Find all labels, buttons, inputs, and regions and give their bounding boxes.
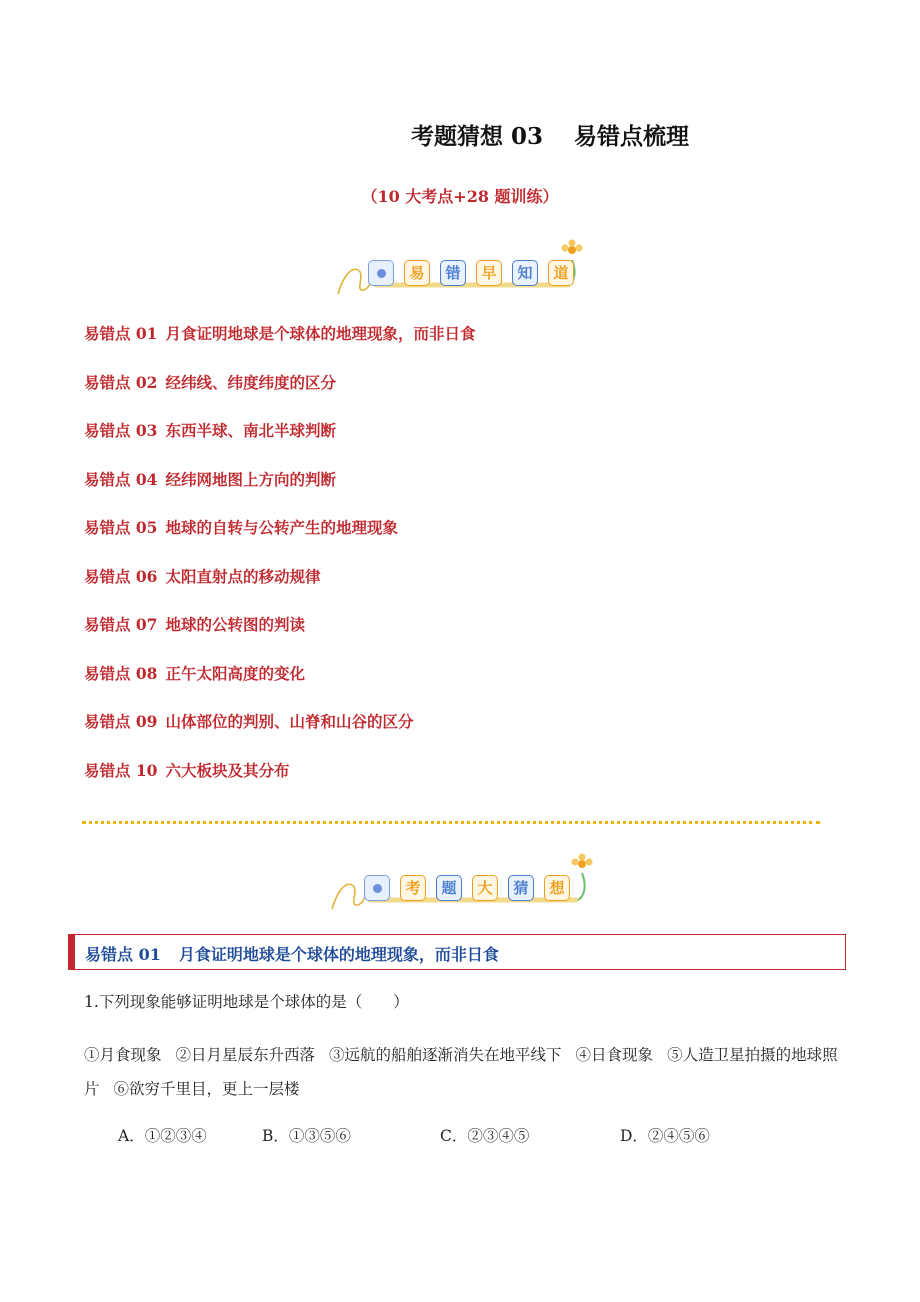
section-header-accent [69,935,75,969]
list-item[interactable]: 易错点 07 地球的公转图的判读 [84,615,305,634]
choice-d[interactable]: D．②④⑤⑥ [620,1127,710,1145]
list-item[interactable]: 易错点 08 正午太阳高度的变化 [84,664,305,683]
banner-char: 猜 [508,875,534,901]
banner-easy-mistakes [336,240,596,296]
banner-char: 知 [512,260,538,286]
banner-dot-icon [368,260,394,286]
banner-char: 易 [404,260,430,286]
choice-a[interactable]: A．①②③④ [118,1127,207,1145]
banner-char: 大 [472,875,498,901]
banner-char: 题 [436,875,462,901]
banner-char: 道 [548,260,574,286]
banner-char: 错 [440,260,466,286]
banner-dot-icon [364,875,390,901]
page-title: 考题猜想 03 易错点梳理 [410,123,690,150]
list-item[interactable]: 易错点 06 太阳直射点的移动规律 [84,567,321,586]
list-item[interactable]: 易错点 02 经纬线、纬度纬度的区分 [84,373,336,392]
section-header-title: 易错点 01 月食证明地球是个球体的地理现象，而非日食 [85,945,499,964]
statement: ③远航的船舶逐渐消失在地平线下 [329,1046,562,1064]
list-item[interactable]: 易错点 01 月食证明地球是个球体的地理现象，而非日食 [84,324,476,343]
dotted-divider [82,821,820,824]
banner-char: 想 [544,875,570,901]
list-item[interactable]: 易错点 03 东西半球、南北半球判断 [84,421,336,440]
list-item[interactable]: 易错点 09 山体部位的判别、山脊和山谷的区分 [84,712,414,731]
statement: ②日月星辰东升西落 [175,1046,316,1064]
list-item[interactable]: 易错点 05 地球的自转与公转产生的地理现象 [84,518,398,537]
question-stem: 1.下列现象能够证明地球是个球体的是（ ） [84,993,409,1011]
statement: ⑥欲穷千里目，更上一层楼 [113,1080,300,1098]
choice-b[interactable]: B．①③⑤⑥ [262,1127,351,1145]
choice-c[interactable]: C．②③④⑤ [440,1127,530,1145]
page-subtitle: （10 大考点+28 题训练） [361,187,559,206]
statement: ④日食现象 [575,1046,654,1064]
banner-char: 早 [476,260,502,286]
section-header [68,934,846,970]
statement: ⑤人造卫星拍摄的地球照片 [84,1046,838,1098]
statement: ①月食现象 [84,1046,162,1064]
banner-char: 考 [400,875,426,901]
list-item[interactable]: 易错点 10 六大板块及其分布 [84,761,290,780]
question-statements [84,1038,844,1106]
list-item[interactable]: 易错点 04 经纬网地图上方向的判断 [84,470,336,489]
banner-exam-guess [330,855,590,911]
